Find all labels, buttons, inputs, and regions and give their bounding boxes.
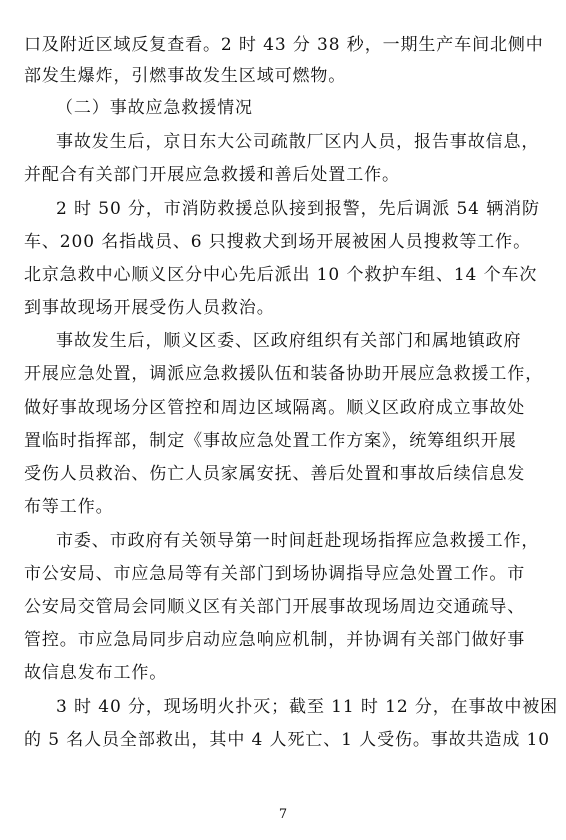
text-line: 并配合有关部门开展应急救援和善后处置工作。 [24,165,400,185]
text-line: 到事故现场开展受伤人员救治。 [24,298,275,318]
text-line: 市委、市政府有关领导第一时间赶赴现场指挥应急救援工作， [56,531,540,551]
section-heading: （二）事故应急救援情况 [56,98,253,118]
text-line: 车、200 名指战员、6 只搜救犬到场开展被困人员搜救等工作。 [24,232,531,252]
text-line: 故信息发布工作。 [24,663,168,683]
text-line: 市公安局、市应急局等有关部门到场协调指导应急处置工作。市 [24,564,526,584]
text-line: 的 5 名人员全部救出，其中 4 人死亡、1 人受伤。事故共造成 10 [24,730,551,750]
text-line: 开展应急处置，调派应急救援队伍和装备协助开展应急救援工作， [24,364,544,384]
text-line: 受伤人员救治、伤亡人员家属安抚、善后处置和事故后续信息发 [24,464,526,484]
text-line: 事故发生后，顺义区委、区政府组织有关部门和属地镇政府 [56,331,522,351]
text-line: 做好事故现场分区管控和周边区域隔离。顺义区政府成立事故处 [24,398,526,418]
text-line: 3 时 40 分，现场明火扑灭；截至 11 时 12 分，在事故中被困 [56,697,559,717]
text-line: 置临时指挥部，制定《事故应急处置工作方案》，统筹组织开展 [24,431,517,451]
text-line: 口及附近区域反复查看。2 时 43 分 38 秒，一期生产车间北侧中 [24,35,544,55]
text-line: 北京急救中心顺义区分中心先后派出 10 个救护车组、14 个车次 [24,265,538,285]
text-line: 2 时 50 分，市消防救援总队接到报警，先后调派 54 辆消防 [56,199,540,219]
text-line: 布等工作。 [24,497,114,517]
text-line: 管控。市应急局同步启动应急响应机制，并协调有关部门做好事 [24,630,526,650]
text-line: 部发生爆炸，引燃事故发生区域可燃物。 [24,66,347,86]
text-line: 事故发生后，京日东大公司疏散厂区内人员，报告事故信息， [56,132,540,152]
text-line: 公安局交管局会同顺义区有关部门开展事故现场周边交通疏导、 [24,597,526,617]
page-number: 7 [278,807,288,822]
